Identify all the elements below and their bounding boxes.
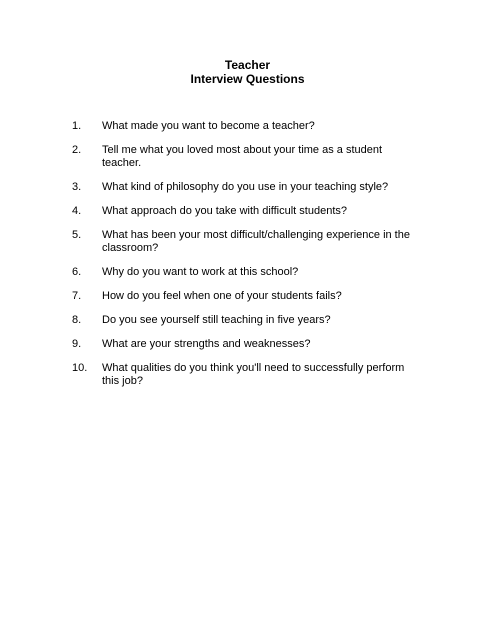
title-line-teacher: Teacher [224, 58, 271, 72]
question-number: 7. [72, 290, 82, 302]
question-number: 2. [72, 144, 82, 156]
question-number: 5. [72, 229, 82, 241]
question-text: What qualities do you think you'll need to successfully perform this job? [102, 362, 405, 387]
question-number: 8. [72, 314, 82, 326]
question-text: What made you want to become a teacher? [102, 120, 315, 132]
question-item-6 [0, 266, 495, 279]
question-item-4 [0, 205, 495, 218]
question-number: 1. [72, 120, 82, 132]
question-text: What approach do you take with difficult students? [102, 205, 347, 217]
question-item-3 [0, 181, 495, 194]
title-line-interview-questions: Interview Questions [190, 72, 305, 86]
question-item-9 [0, 338, 495, 351]
question-item-7 [0, 290, 495, 303]
question-number: 4. [72, 205, 82, 217]
question-item-8 [0, 314, 495, 327]
question-number: 9. [72, 338, 82, 350]
question-text: What has been your most difficult/challenging experience in the classroom? [102, 229, 410, 254]
document-title [0, 58, 495, 86]
question-item-5 [0, 229, 495, 255]
question-item-10 [0, 362, 495, 388]
question-text: Why do you want to work at this school? [102, 266, 299, 278]
question-text: Tell me what you loved most about your time as a student teacher. [102, 144, 383, 169]
question-number: 6. [72, 266, 82, 278]
question-text: Do you see yourself still teaching in five years? [102, 314, 331, 326]
question-item-1 [0, 120, 495, 133]
question-item-2 [0, 144, 495, 170]
question-number: 10. [72, 362, 88, 374]
question-text: How do you feel when one of your students fails? [102, 290, 342, 302]
question-text: What kind of philosophy do you use in your teaching style? [102, 181, 389, 193]
question-number: 3. [72, 181, 82, 193]
question-text: What are your strengths and weaknesses? [102, 338, 311, 350]
question-list [0, 120, 495, 399]
